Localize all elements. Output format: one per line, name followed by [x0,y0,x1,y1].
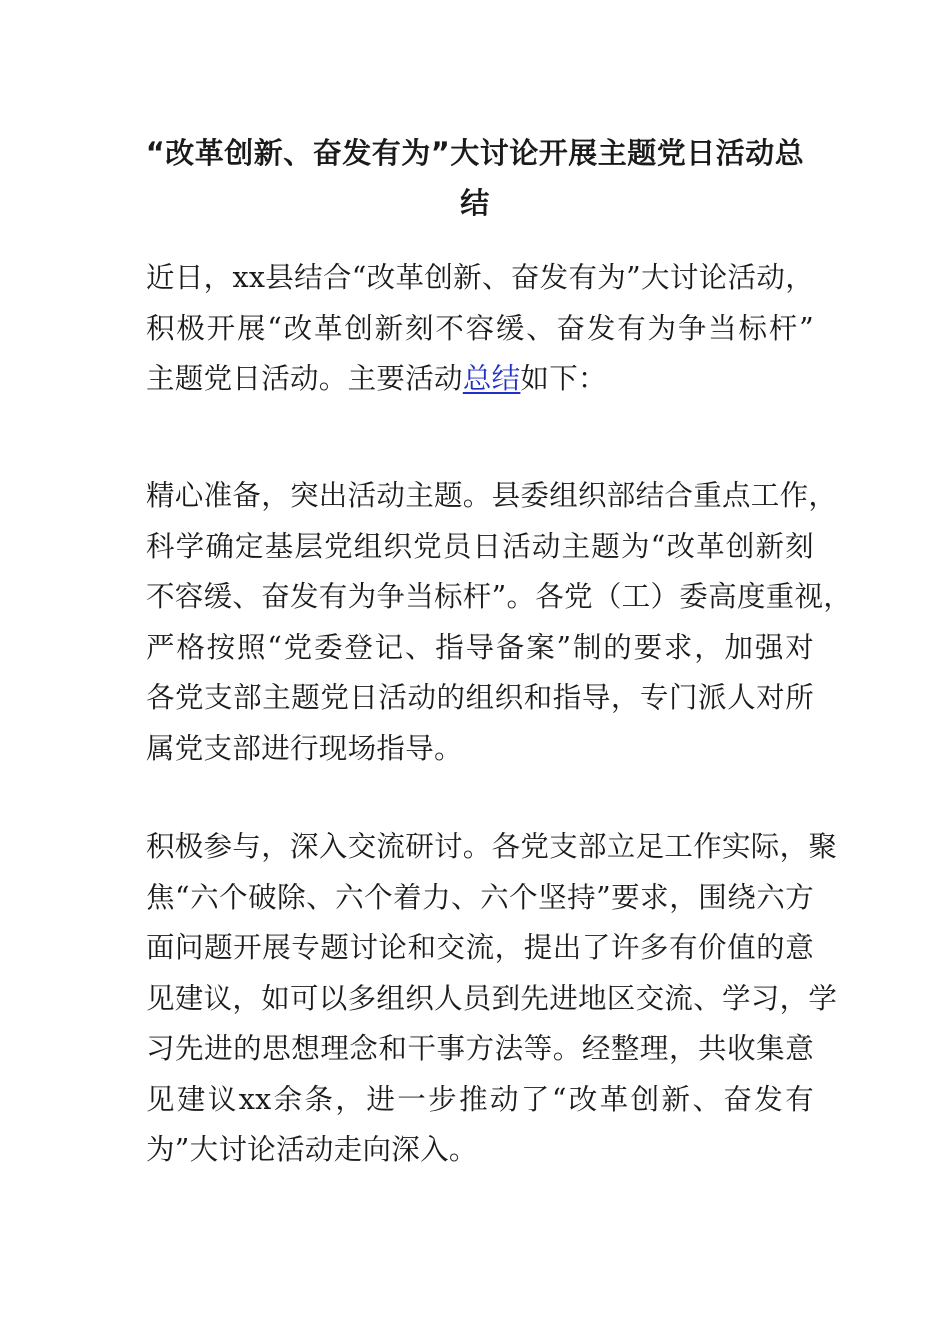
paragraph-line: 积极开展“改革创新刻不容缓、奋发有为争当标杆” [146,311,814,345]
paragraph-line: 近日，xx县结合“改革创新、奋发有为”大讨论活动， [146,261,814,294]
paragraph-line: 严格按照“党委登记、指导备案”制的要求，加强对 [146,630,814,664]
paragraph-line: 习先进的思想理念和干事方法等。经整理，共收集意 [146,1032,814,1065]
paragraph-line: 见建议xx余条，进一步推动了“改革创新、奋发有 [146,1082,814,1116]
paragraph-line: 不容缓、奋发有为争当标杆”。各党（工）委高度重视， [146,580,853,613]
paragraph-participation [146,822,838,1176]
paragraph-line: 面问题开展专题讨论和交流，提出了许多有价值的意 [146,931,814,964]
paragraph-line: 各党支部主题党日活动的组织和指导，专门派人对所 [146,681,814,714]
paragraph-text: 如下： [520,362,607,395]
paragraph-line: 焦“六个破除、六个着力、六个坚持”要求，围绕六方 [146,880,814,914]
document-title [140,128,810,228]
paragraph-preparation [146,471,853,774]
paragraph-line: 见建议，如可以多组织人员到先进地区交流、学习，学 [146,981,838,1015]
paragraph-line: 属党支部进行现场指导。 [146,731,463,765]
paragraph-intro [146,253,814,405]
paragraph-line: 为”大讨论活动走向深入。 [146,1133,478,1166]
paragraph-line: 科学确定基层党组织党员日活动主题为“改革创新刻 [146,529,814,563]
summary-link[interactable]: 总结 [462,362,521,395]
paragraph-line: 积极参与，深入交流研讨。各党支部立足工作实际，聚 [146,830,838,863]
title-line-2: 结 [460,186,490,220]
title-line-1: “改革创新、奋发有为”大讨论开展主题党日活动总 [145,136,805,170]
paragraph-text: 主题党日活动。主要活动 [146,362,463,395]
paragraph-line [146,354,814,405]
paragraph-line: 精心准备，突出活动主题。县委组织部结合重点工作， [146,479,838,512]
